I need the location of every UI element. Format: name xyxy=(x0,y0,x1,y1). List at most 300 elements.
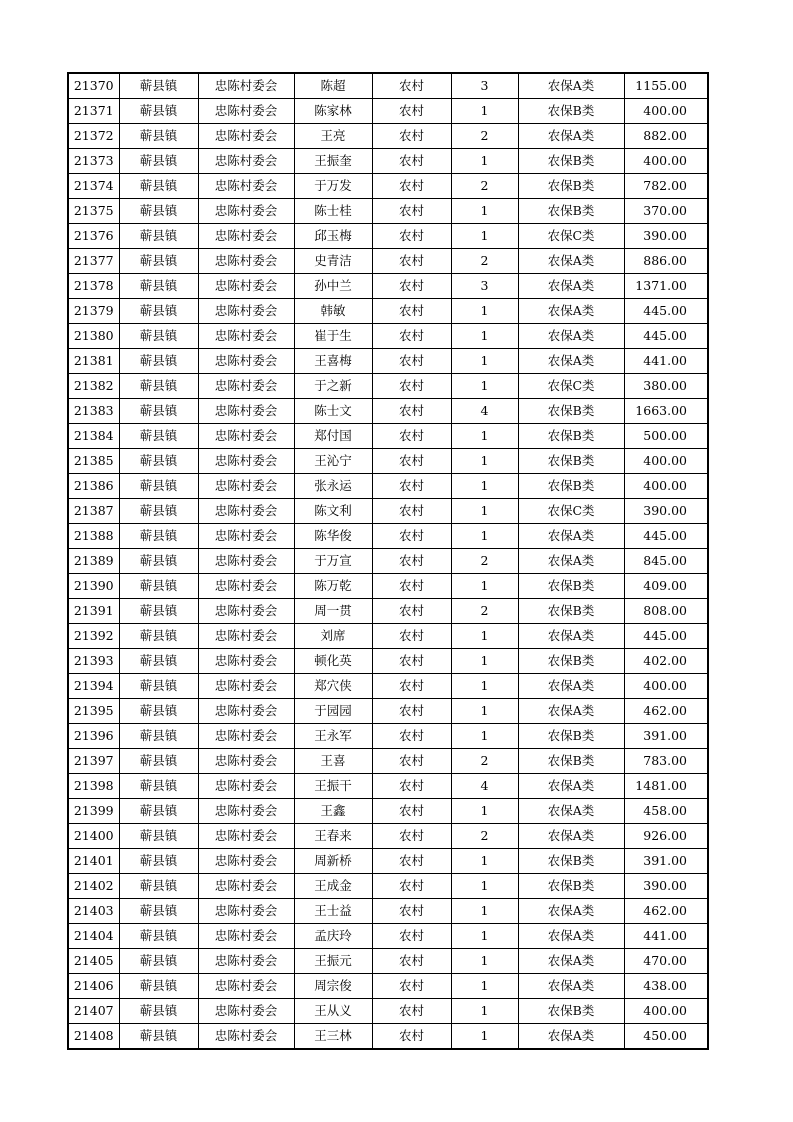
village-cell: 忠陈村委会 xyxy=(198,149,294,174)
name-cell: 韩敏 xyxy=(294,299,372,324)
village-cell: 忠陈村委会 xyxy=(198,824,294,849)
name-cell: 周新桥 xyxy=(294,849,372,874)
area-type-cell: 农村 xyxy=(372,449,451,474)
category-cell: 农保C类 xyxy=(518,374,624,399)
area-type-cell: 农村 xyxy=(372,424,451,449)
table-row xyxy=(68,324,708,349)
name-cell: 王三林 xyxy=(294,1024,372,1050)
area-type-cell: 农村 xyxy=(372,274,451,299)
record-id-cell: 21378 xyxy=(68,274,119,299)
town-cell: 蕲县镇 xyxy=(119,899,198,924)
village-cell: 忠陈村委会 xyxy=(198,949,294,974)
area-type-cell: 农村 xyxy=(372,574,451,599)
name-cell: 陈家林 xyxy=(294,99,372,124)
category-cell: 农保A类 xyxy=(518,1024,624,1050)
village-cell: 忠陈村委会 xyxy=(198,924,294,949)
village-cell: 忠陈村委会 xyxy=(198,849,294,874)
household-count-cell: 1 xyxy=(451,649,518,674)
record-id-cell: 21393 xyxy=(68,649,119,674)
town-cell: 蕲县镇 xyxy=(119,224,198,249)
record-id-cell: 21370 xyxy=(68,73,119,99)
village-cell: 忠陈村委会 xyxy=(198,73,294,99)
name-cell: 陈文利 xyxy=(294,499,372,524)
record-id-cell: 21400 xyxy=(68,824,119,849)
data-table xyxy=(67,72,709,1050)
amount-cell: 370.00 xyxy=(624,199,708,224)
village-cell: 忠陈村委会 xyxy=(198,99,294,124)
record-id-cell: 21385 xyxy=(68,449,119,474)
household-count-cell: 1 xyxy=(451,499,518,524)
record-id-cell: 21386 xyxy=(68,474,119,499)
name-cell: 王春来 xyxy=(294,824,372,849)
record-id-cell: 21381 xyxy=(68,349,119,374)
village-cell: 忠陈村委会 xyxy=(198,449,294,474)
village-cell: 忠陈村委会 xyxy=(198,174,294,199)
category-cell: 农保B类 xyxy=(518,574,624,599)
area-type-cell: 农村 xyxy=(372,824,451,849)
village-cell: 忠陈村委会 xyxy=(198,399,294,424)
name-cell: 于园园 xyxy=(294,699,372,724)
category-cell: 农保B类 xyxy=(518,599,624,624)
category-cell: 农保A类 xyxy=(518,73,624,99)
name-cell: 王沁宁 xyxy=(294,449,372,474)
record-id-cell: 21387 xyxy=(68,499,119,524)
table-container xyxy=(67,72,709,1050)
area-type-cell: 农村 xyxy=(372,699,451,724)
village-cell: 忠陈村委会 xyxy=(198,574,294,599)
amount-cell: 409.00 xyxy=(624,574,708,599)
household-count-cell: 1 xyxy=(451,449,518,474)
town-cell: 蕲县镇 xyxy=(119,499,198,524)
household-count-cell: 1 xyxy=(451,699,518,724)
amount-cell: 391.00 xyxy=(624,724,708,749)
record-id-cell: 21392 xyxy=(68,624,119,649)
town-cell: 蕲县镇 xyxy=(119,974,198,999)
amount-cell: 402.00 xyxy=(624,649,708,674)
record-id-cell: 21373 xyxy=(68,149,119,174)
record-id-cell: 21408 xyxy=(68,1024,119,1050)
household-count-cell: 2 xyxy=(451,749,518,774)
name-cell: 王亮 xyxy=(294,124,372,149)
area-type-cell: 农村 xyxy=(372,499,451,524)
amount-cell: 445.00 xyxy=(624,524,708,549)
table-body xyxy=(68,73,708,1049)
table-row xyxy=(68,999,708,1024)
town-cell: 蕲县镇 xyxy=(119,774,198,799)
household-count-cell: 4 xyxy=(451,399,518,424)
village-cell: 忠陈村委会 xyxy=(198,349,294,374)
category-cell: 农保A类 xyxy=(518,124,624,149)
household-count-cell: 1 xyxy=(451,299,518,324)
table-row xyxy=(68,224,708,249)
category-cell: 农保A类 xyxy=(518,799,624,824)
amount-cell: 450.00 xyxy=(624,1024,708,1050)
household-count-cell: 1 xyxy=(451,849,518,874)
name-cell: 刘席 xyxy=(294,624,372,649)
category-cell: 农保B类 xyxy=(518,874,624,899)
table-row xyxy=(68,99,708,124)
area-type-cell: 农村 xyxy=(372,1024,451,1050)
area-type-cell: 农村 xyxy=(372,774,451,799)
town-cell: 蕲县镇 xyxy=(119,799,198,824)
town-cell: 蕲县镇 xyxy=(119,249,198,274)
name-cell: 孙中兰 xyxy=(294,274,372,299)
name-cell: 孟庆玲 xyxy=(294,924,372,949)
table-row xyxy=(68,149,708,174)
record-id-cell: 21383 xyxy=(68,399,119,424)
amount-cell: 400.00 xyxy=(624,149,708,174)
amount-cell: 400.00 xyxy=(624,674,708,699)
name-cell: 王喜 xyxy=(294,749,372,774)
village-cell: 忠陈村委会 xyxy=(198,749,294,774)
amount-cell: 1481.00 xyxy=(624,774,708,799)
household-count-cell: 1 xyxy=(451,899,518,924)
village-cell: 忠陈村委会 xyxy=(198,299,294,324)
category-cell: 农保B类 xyxy=(518,749,624,774)
household-count-cell: 1 xyxy=(451,999,518,1024)
village-cell: 忠陈村委会 xyxy=(198,599,294,624)
name-cell: 周一贯 xyxy=(294,599,372,624)
household-count-cell: 1 xyxy=(451,724,518,749)
area-type-cell: 农村 xyxy=(372,849,451,874)
record-id-cell: 21401 xyxy=(68,849,119,874)
household-count-cell: 1 xyxy=(451,874,518,899)
town-cell: 蕲县镇 xyxy=(119,299,198,324)
name-cell: 郑付国 xyxy=(294,424,372,449)
category-cell: 农保B类 xyxy=(518,174,624,199)
category-cell: 农保A类 xyxy=(518,549,624,574)
category-cell: 农保A类 xyxy=(518,324,624,349)
record-id-cell: 21404 xyxy=(68,924,119,949)
table-row xyxy=(68,249,708,274)
table-row xyxy=(68,724,708,749)
name-cell: 陈万乾 xyxy=(294,574,372,599)
category-cell: 农保B类 xyxy=(518,149,624,174)
town-cell: 蕲县镇 xyxy=(119,474,198,499)
village-cell: 忠陈村委会 xyxy=(198,324,294,349)
record-id-cell: 21405 xyxy=(68,949,119,974)
category-cell: 农保C类 xyxy=(518,499,624,524)
amount-cell: 391.00 xyxy=(624,849,708,874)
name-cell: 陈华俊 xyxy=(294,524,372,549)
area-type-cell: 农村 xyxy=(372,299,451,324)
town-cell: 蕲县镇 xyxy=(119,424,198,449)
category-cell: 农保B类 xyxy=(518,399,624,424)
town-cell: 蕲县镇 xyxy=(119,199,198,224)
household-count-cell: 1 xyxy=(451,1024,518,1050)
town-cell: 蕲县镇 xyxy=(119,349,198,374)
village-cell: 忠陈村委会 xyxy=(198,374,294,399)
household-count-cell: 4 xyxy=(451,774,518,799)
table-row xyxy=(68,649,708,674)
category-cell: 农保B类 xyxy=(518,649,624,674)
area-type-cell: 农村 xyxy=(372,874,451,899)
name-cell: 史青洁 xyxy=(294,249,372,274)
household-count-cell: 1 xyxy=(451,574,518,599)
village-cell: 忠陈村委会 xyxy=(198,524,294,549)
amount-cell: 808.00 xyxy=(624,599,708,624)
name-cell: 顿化英 xyxy=(294,649,372,674)
table-row xyxy=(68,349,708,374)
town-cell: 蕲县镇 xyxy=(119,824,198,849)
table-row xyxy=(68,374,708,399)
town-cell: 蕲县镇 xyxy=(119,924,198,949)
name-cell: 崔于生 xyxy=(294,324,372,349)
area-type-cell: 农村 xyxy=(372,224,451,249)
area-type-cell: 农村 xyxy=(372,799,451,824)
name-cell: 于万宣 xyxy=(294,549,372,574)
name-cell: 张永运 xyxy=(294,474,372,499)
amount-cell: 438.00 xyxy=(624,974,708,999)
town-cell: 蕲县镇 xyxy=(119,749,198,774)
amount-cell: 882.00 xyxy=(624,124,708,149)
area-type-cell: 农村 xyxy=(372,999,451,1024)
household-count-cell: 2 xyxy=(451,124,518,149)
record-id-cell: 21376 xyxy=(68,224,119,249)
record-id-cell: 21371 xyxy=(68,99,119,124)
household-count-cell: 1 xyxy=(451,224,518,249)
record-id-cell: 21406 xyxy=(68,974,119,999)
area-type-cell: 农村 xyxy=(372,99,451,124)
record-id-cell: 21372 xyxy=(68,124,119,149)
name-cell: 于万发 xyxy=(294,174,372,199)
record-id-cell: 21379 xyxy=(68,299,119,324)
area-type-cell: 农村 xyxy=(372,899,451,924)
table-row xyxy=(68,174,708,199)
table-row xyxy=(68,674,708,699)
record-id-cell: 21382 xyxy=(68,374,119,399)
category-cell: 农保B类 xyxy=(518,999,624,1024)
town-cell: 蕲县镇 xyxy=(119,124,198,149)
amount-cell: 470.00 xyxy=(624,949,708,974)
table-row xyxy=(68,474,708,499)
household-count-cell: 1 xyxy=(451,374,518,399)
town-cell: 蕲县镇 xyxy=(119,674,198,699)
table-row xyxy=(68,274,708,299)
area-type-cell: 农村 xyxy=(372,149,451,174)
name-cell: 陈士文 xyxy=(294,399,372,424)
area-type-cell: 农村 xyxy=(372,474,451,499)
record-id-cell: 21391 xyxy=(68,599,119,624)
record-id-cell: 21396 xyxy=(68,724,119,749)
village-cell: 忠陈村委会 xyxy=(198,649,294,674)
town-cell: 蕲县镇 xyxy=(119,449,198,474)
area-type-cell: 农村 xyxy=(372,349,451,374)
table-row xyxy=(68,924,708,949)
town-cell: 蕲县镇 xyxy=(119,874,198,899)
town-cell: 蕲县镇 xyxy=(119,174,198,199)
town-cell: 蕲县镇 xyxy=(119,374,198,399)
record-id-cell: 21403 xyxy=(68,899,119,924)
town-cell: 蕲县镇 xyxy=(119,274,198,299)
area-type-cell: 农村 xyxy=(372,924,451,949)
amount-cell: 445.00 xyxy=(624,299,708,324)
village-cell: 忠陈村委会 xyxy=(198,674,294,699)
table-row xyxy=(68,774,708,799)
name-cell: 王鑫 xyxy=(294,799,372,824)
name-cell: 王永军 xyxy=(294,724,372,749)
area-type-cell: 农村 xyxy=(372,624,451,649)
amount-cell: 886.00 xyxy=(624,249,708,274)
category-cell: 农保B类 xyxy=(518,849,624,874)
amount-cell: 390.00 xyxy=(624,224,708,249)
town-cell: 蕲县镇 xyxy=(119,549,198,574)
area-type-cell: 农村 xyxy=(372,374,451,399)
town-cell: 蕲县镇 xyxy=(119,699,198,724)
category-cell: 农保B类 xyxy=(518,199,624,224)
table-row xyxy=(68,399,708,424)
amount-cell: 400.00 xyxy=(624,474,708,499)
area-type-cell: 农村 xyxy=(372,599,451,624)
town-cell: 蕲县镇 xyxy=(119,524,198,549)
category-cell: 农保B类 xyxy=(518,424,624,449)
household-count-cell: 1 xyxy=(451,99,518,124)
amount-cell: 926.00 xyxy=(624,824,708,849)
village-cell: 忠陈村委会 xyxy=(198,799,294,824)
category-cell: 农保A类 xyxy=(518,299,624,324)
record-id-cell: 21375 xyxy=(68,199,119,224)
area-type-cell: 农村 xyxy=(372,524,451,549)
amount-cell: 782.00 xyxy=(624,174,708,199)
category-cell: 农保A类 xyxy=(518,274,624,299)
village-cell: 忠陈村委会 xyxy=(198,124,294,149)
household-count-cell: 1 xyxy=(451,624,518,649)
table-row xyxy=(68,524,708,549)
amount-cell: 845.00 xyxy=(624,549,708,574)
household-count-cell: 1 xyxy=(451,949,518,974)
household-count-cell: 1 xyxy=(451,349,518,374)
record-id-cell: 21394 xyxy=(68,674,119,699)
household-count-cell: 2 xyxy=(451,599,518,624)
village-cell: 忠陈村委会 xyxy=(198,974,294,999)
household-count-cell: 1 xyxy=(451,799,518,824)
table-row xyxy=(68,1024,708,1050)
amount-cell: 400.00 xyxy=(624,449,708,474)
category-cell: 农保A类 xyxy=(518,674,624,699)
household-count-cell: 3 xyxy=(451,73,518,99)
area-type-cell: 农村 xyxy=(372,674,451,699)
category-cell: 农保A类 xyxy=(518,699,624,724)
area-type-cell: 农村 xyxy=(372,949,451,974)
name-cell: 陈士桂 xyxy=(294,199,372,224)
household-count-cell: 1 xyxy=(451,324,518,349)
table-row xyxy=(68,849,708,874)
name-cell: 王成金 xyxy=(294,874,372,899)
record-id-cell: 21388 xyxy=(68,524,119,549)
area-type-cell: 农村 xyxy=(372,399,451,424)
record-id-cell: 21395 xyxy=(68,699,119,724)
table-row xyxy=(68,299,708,324)
household-count-cell: 1 xyxy=(451,924,518,949)
household-count-cell: 2 xyxy=(451,174,518,199)
record-id-cell: 21377 xyxy=(68,249,119,274)
area-type-cell: 农村 xyxy=(372,974,451,999)
name-cell: 王振干 xyxy=(294,774,372,799)
town-cell: 蕲县镇 xyxy=(119,724,198,749)
village-cell: 忠陈村委会 xyxy=(198,699,294,724)
area-type-cell: 农村 xyxy=(372,324,451,349)
amount-cell: 390.00 xyxy=(624,499,708,524)
table-row xyxy=(68,799,708,824)
town-cell: 蕲县镇 xyxy=(119,1024,198,1050)
area-type-cell: 农村 xyxy=(372,249,451,274)
household-count-cell: 3 xyxy=(451,274,518,299)
household-count-cell: 2 xyxy=(451,824,518,849)
household-count-cell: 1 xyxy=(451,424,518,449)
town-cell: 蕲县镇 xyxy=(119,624,198,649)
amount-cell: 445.00 xyxy=(624,624,708,649)
town-cell: 蕲县镇 xyxy=(119,599,198,624)
household-count-cell: 1 xyxy=(451,524,518,549)
category-cell: 农保A类 xyxy=(518,249,624,274)
name-cell: 周宗俊 xyxy=(294,974,372,999)
category-cell: 农保B类 xyxy=(518,449,624,474)
area-type-cell: 农村 xyxy=(372,724,451,749)
category-cell: 农保A类 xyxy=(518,899,624,924)
village-cell: 忠陈村委会 xyxy=(198,724,294,749)
area-type-cell: 农村 xyxy=(372,73,451,99)
amount-cell: 1155.00 xyxy=(624,73,708,99)
name-cell: 邱玉梅 xyxy=(294,224,372,249)
table-row xyxy=(68,974,708,999)
table-row xyxy=(68,624,708,649)
amount-cell: 441.00 xyxy=(624,924,708,949)
amount-cell: 1371.00 xyxy=(624,274,708,299)
table-row xyxy=(68,199,708,224)
table-row xyxy=(68,599,708,624)
village-cell: 忠陈村委会 xyxy=(198,899,294,924)
category-cell: 农保A类 xyxy=(518,774,624,799)
record-id-cell: 21407 xyxy=(68,999,119,1024)
table-row xyxy=(68,699,708,724)
village-cell: 忠陈村委会 xyxy=(198,274,294,299)
town-cell: 蕲县镇 xyxy=(119,149,198,174)
amount-cell: 400.00 xyxy=(624,99,708,124)
town-cell: 蕲县镇 xyxy=(119,649,198,674)
village-cell: 忠陈村委会 xyxy=(198,624,294,649)
amount-cell: 445.00 xyxy=(624,324,708,349)
category-cell: 农保B类 xyxy=(518,474,624,499)
village-cell: 忠陈村委会 xyxy=(198,474,294,499)
household-count-cell: 2 xyxy=(451,249,518,274)
category-cell: 农保C类 xyxy=(518,224,624,249)
household-count-cell: 2 xyxy=(451,549,518,574)
record-id-cell: 21402 xyxy=(68,874,119,899)
category-cell: 农保A类 xyxy=(518,924,624,949)
area-type-cell: 农村 xyxy=(372,549,451,574)
village-cell: 忠陈村委会 xyxy=(198,774,294,799)
table-row xyxy=(68,574,708,599)
village-cell: 忠陈村委会 xyxy=(198,499,294,524)
household-count-cell: 1 xyxy=(451,674,518,699)
household-count-cell: 1 xyxy=(451,474,518,499)
village-cell: 忠陈村委会 xyxy=(198,249,294,274)
table-row xyxy=(68,949,708,974)
village-cell: 忠陈村委会 xyxy=(198,549,294,574)
town-cell: 蕲县镇 xyxy=(119,99,198,124)
village-cell: 忠陈村委会 xyxy=(198,424,294,449)
table-row xyxy=(68,124,708,149)
household-count-cell: 1 xyxy=(451,974,518,999)
record-id-cell: 21384 xyxy=(68,424,119,449)
table-row xyxy=(68,549,708,574)
area-type-cell: 农村 xyxy=(372,199,451,224)
area-type-cell: 农村 xyxy=(372,174,451,199)
category-cell: 农保B类 xyxy=(518,724,624,749)
amount-cell: 1663.00 xyxy=(624,399,708,424)
name-cell: 郑穴侠 xyxy=(294,674,372,699)
category-cell: 农保A类 xyxy=(518,349,624,374)
